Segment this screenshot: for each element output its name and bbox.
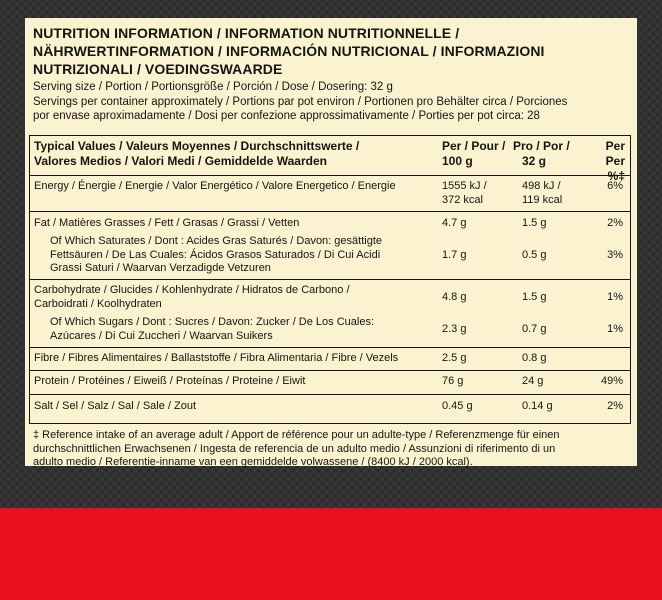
divider	[30, 347, 630, 348]
header-col-line: Per Per	[605, 139, 625, 168]
value-per-100g: 4.7 g	[442, 217, 467, 229]
servings-per-container: Servings per container approximately / Portions par pot environ / Portionen pro Behälter circa / Porciones	[33, 95, 568, 108]
reference-intake: 3%	[607, 249, 623, 261]
red-packaging-band	[0, 508, 662, 600]
nutrient-label: Fat / Matières Grasses / Fett / Grasas / Grassi / Vetten	[34, 217, 300, 229]
value-per-100g: 2.5 g	[442, 352, 467, 364]
value-per-100g	[442, 180, 508, 207]
reference-intake: 2%	[607, 217, 623, 229]
header-per-32g	[513, 139, 583, 169]
heading-line: NÄHRWERTINFORMATION / INFORMACIÓN NUTRICIONAL / INFORMAZIONI	[33, 43, 545, 59]
value-per-32g: 24 g	[522, 375, 544, 387]
nutrient-label	[50, 316, 435, 343]
header-col-line: Pro / Por /	[513, 139, 570, 153]
reference-intake: 49%	[600, 375, 623, 387]
label-line: Of Which Sugars / Dont : Sucres / Davon: Zucker / De Los Cuales:	[50, 316, 375, 328]
label-line: Azúcares / Di Cui Zuccheri / Waarvan Suikers	[50, 329, 273, 342]
value-per-32g: 1.5 g	[522, 291, 547, 303]
divider	[30, 211, 630, 212]
heading-line: NUTRITION INFORMATION / INFORMATION NUTRITIONNELLE /	[33, 25, 460, 41]
value-line: 119 kcal	[522, 193, 563, 206]
nutrient-label: Salt / Sel / Salz / Sal / Sale / Zout	[34, 400, 197, 412]
nutrition-label-panel	[25, 18, 637, 466]
value-per-32g: 0.7 g	[522, 323, 547, 335]
header-label-line: Typical Values / Valeurs Moyennes / Durchschnittswerte /	[34, 139, 360, 153]
nutrition-table	[29, 135, 631, 424]
value-per-100g: 0.45 g	[442, 400, 473, 412]
header-label	[34, 139, 434, 169]
serving-info	[33, 80, 633, 124]
label-line: Fettsäuren / De Las Cuales: Ácidos Grasos Saturados / Di Cui Acidi	[50, 248, 381, 261]
header-reference-intake	[585, 139, 625, 184]
value-line: 1555 kJ /	[442, 180, 487, 192]
nutrient-label: Energy / Énergie / Energie / Valor Energético / Valore Energetico / Energie	[34, 180, 396, 192]
footnote-line: ‡ Reference intake of an average adult / Apport de référence pour un adulte-type / Referenzmenge für einen	[33, 429, 560, 441]
reference-intake: 2%	[607, 400, 623, 412]
value-per-32g: 0.8 g	[522, 352, 547, 364]
value-per-100g: 4.8 g	[442, 291, 467, 303]
nutrient-label	[34, 284, 434, 311]
value-per-100g: 1.7 g	[442, 249, 467, 261]
value-per-100g: 76 g	[442, 375, 464, 387]
value-per-32g: 1.5 g	[522, 217, 547, 229]
value-per-32g: 0.5 g	[522, 249, 547, 261]
value-per-32g: 0.14 g	[522, 400, 553, 412]
header-col-line: 100 g	[442, 154, 473, 168]
header-col-line: Per / Pour /	[442, 139, 506, 153]
header-label-line: Valores Medios / Valori Medi / Gemiddelde Waarden	[34, 154, 327, 168]
serving-size: Serving size / Portion / Portionsgröße / Porción / Dose / Dosering: 32 g	[33, 81, 393, 93]
header-col-line: %‡	[607, 169, 625, 183]
table-header	[30, 139, 630, 183]
heading-line: NUTRIZIONALI / VOEDINGSWAARDE	[33, 61, 283, 77]
divider	[30, 370, 630, 371]
header-per-100g	[442, 139, 522, 169]
value-line: 498 kJ /	[522, 180, 561, 192]
footnote-line: adulto medio / Referentie-inname van een gemiddelde volwassene / (8400 kJ / 2000 kcal).	[33, 456, 473, 468]
footnote-line: durchschnittlichen Erwachsenen / Ingesta de referencia de un adulto medio / Assunzioni di riferimento di un	[33, 442, 556, 455]
label-line: Grassi Saturi / Waarvan Verzadigde Vetzuren	[50, 262, 271, 274]
nutrient-label	[50, 235, 435, 276]
reference-intake: 1%	[607, 323, 623, 335]
nutrient-label: Fibre / Fibres Alimentaires / Ballaststoffe / Fibra Alimentaria / Fibre / Vezels	[34, 352, 399, 364]
servings-per-container-cont: por envase aproximadamente / Dosi per confezione approssimativamente / Porties per pot circa: 28	[33, 110, 540, 122]
reference-intake-footnote	[33, 429, 633, 470]
nutrition-heading	[33, 24, 631, 78]
label-line: Of Which Saturates / Dont : Acides Gras Saturés / Davon: gesättigte	[50, 235, 382, 247]
value-per-32g	[522, 180, 588, 207]
reference-intake: 1%	[607, 291, 623, 303]
divider	[30, 279, 630, 280]
label-line: Carbohydrate / Glucides / Kohlenhydrate / Hidratos de Carbono /	[34, 284, 350, 296]
header-col-line: 32 g	[522, 154, 547, 168]
value-line: 372 kcal	[442, 193, 483, 206]
label-line: Carboidrati / Koolhydraten	[34, 297, 162, 310]
divider	[30, 394, 630, 395]
divider	[30, 175, 630, 176]
nutrient-label: Protein / Protéines / Eiweiß / Proteínas / Proteine / Eiwit	[34, 375, 306, 387]
reference-intake: 6%	[607, 180, 623, 192]
value-per-100g: 2.3 g	[442, 323, 467, 335]
